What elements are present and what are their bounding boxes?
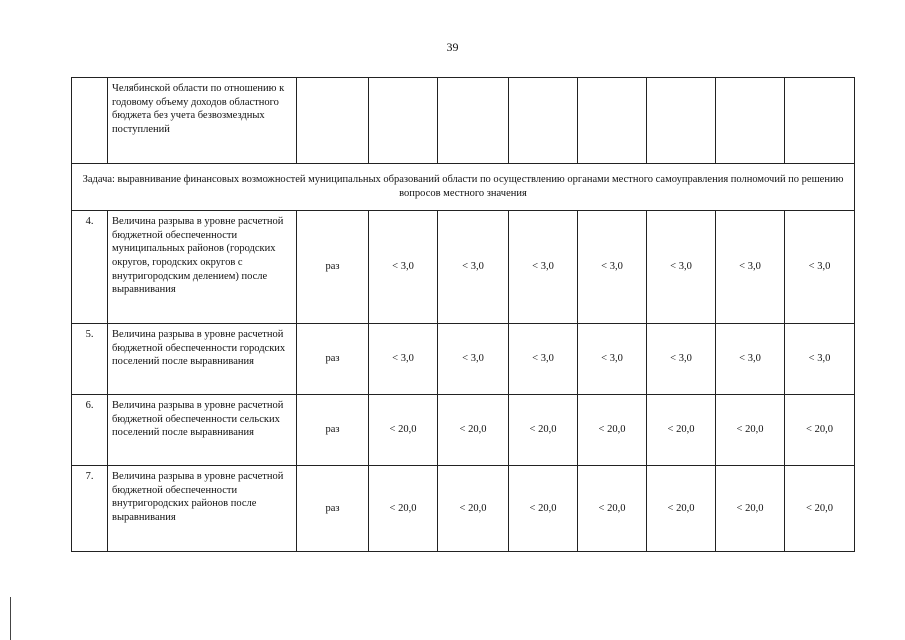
indicator-name-cell: Величина разрыва в уровне расчетной бюджетной обеспеченности внутригородских районов после выравнивания (108, 466, 297, 552)
value-cell: < 3,0 (647, 324, 716, 395)
value-cell: < 20,0 (438, 395, 509, 466)
value-cell: < 3,0 (369, 211, 438, 324)
row-number: 4. (72, 211, 108, 324)
continuation-row (72, 78, 855, 164)
value-cell: < 20,0 (647, 466, 716, 552)
value-cell: < 20,0 (716, 395, 785, 466)
value-cell (647, 78, 716, 164)
row-number: 5. (72, 324, 108, 395)
value-cell: < 20,0 (438, 466, 509, 552)
indicator-name-cell: Величина разрыва в уровне расчетной бюджетной обеспеченности сельских поселений после выравнивания (108, 395, 297, 466)
value-cell (578, 78, 647, 164)
table-row (72, 324, 855, 395)
indicator-name-cell: Величина разрыва в уровне расчетной бюджетной обеспеченности муниципальных районов (городских округов, городских округов с внутригородским делением) после выравнивания (108, 211, 297, 324)
row-number: 6. (72, 395, 108, 466)
value-cell: < 3,0 (716, 324, 785, 395)
table-row (72, 211, 855, 324)
value-cell: < 3,0 (716, 211, 785, 324)
value-cell (785, 78, 855, 164)
value-cell (509, 78, 578, 164)
indicator-name-cell: Челябинской области по отношению к годовому объему доходов областного бюджета без учета безвозмездных поступлений (108, 78, 297, 164)
value-cell: < 20,0 (716, 466, 785, 552)
indicators-table (71, 77, 855, 552)
value-cell: < 3,0 (785, 211, 855, 324)
unit-cell: раз (297, 395, 369, 466)
value-cell: < 20,0 (509, 466, 578, 552)
value-cell: < 20,0 (369, 466, 438, 552)
value-cell: < 20,0 (509, 395, 578, 466)
value-cell: < 20,0 (785, 395, 855, 466)
value-cell: < 3,0 (509, 324, 578, 395)
table-row (72, 395, 855, 466)
value-cell: < 20,0 (578, 395, 647, 466)
value-cell: < 20,0 (369, 395, 438, 466)
value-cell: < 20,0 (647, 395, 716, 466)
unit-cell: раз (297, 324, 369, 395)
task-row (72, 164, 855, 211)
value-cell: < 3,0 (369, 324, 438, 395)
value-cell: < 3,0 (578, 324, 647, 395)
value-cell: < 3,0 (785, 324, 855, 395)
value-cell: < 20,0 (578, 466, 647, 552)
unit-cell (297, 78, 369, 164)
value-cell: < 20,0 (785, 466, 855, 552)
value-cell: < 3,0 (578, 211, 647, 324)
value-cell (438, 78, 509, 164)
value-cell (716, 78, 785, 164)
row-number: 7. (72, 466, 108, 552)
unit-cell: раз (297, 211, 369, 324)
scan-margin-line (10, 597, 11, 640)
unit-cell: раз (297, 466, 369, 552)
continuation-num-cell (72, 78, 108, 164)
value-cell (369, 78, 438, 164)
task-cell: Задача: выравнивание финансовых возможностей муниципальных образований области по осуществлению органами местного самоуправления полномочий по решению вопросов местного значения (72, 164, 855, 211)
value-cell: < 3,0 (647, 211, 716, 324)
value-cell: < 3,0 (438, 324, 509, 395)
page-number: 39 (446, 40, 459, 54)
table-row (72, 466, 855, 552)
value-cell: < 3,0 (509, 211, 578, 324)
value-cell: < 3,0 (438, 211, 509, 324)
indicator-name-cell: Величина разрыва в уровне расчетной бюджетной обеспеченности городских поселений после выравнивания (108, 324, 297, 395)
